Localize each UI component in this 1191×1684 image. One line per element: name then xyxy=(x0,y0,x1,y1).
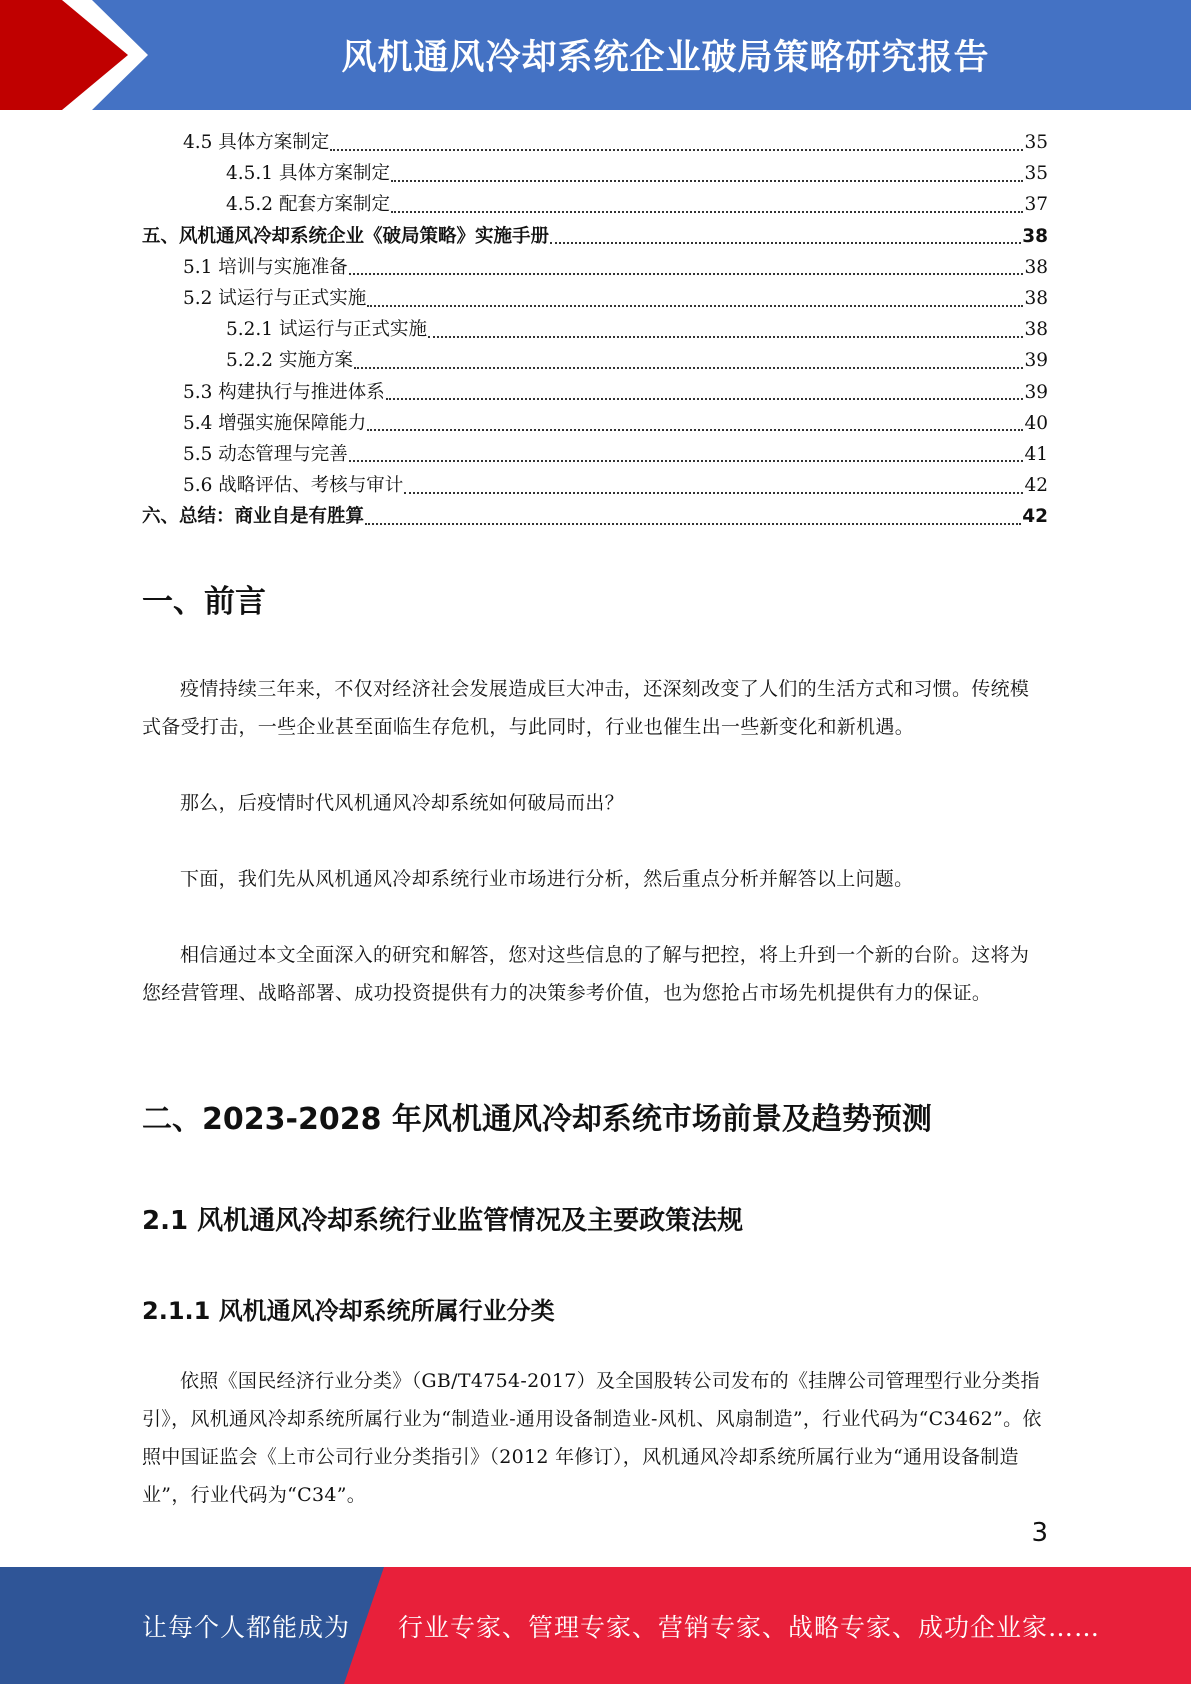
page-footer xyxy=(0,1567,1191,1684)
toc-leader-dots xyxy=(367,305,1023,307)
toc-leader-dots xyxy=(365,523,1021,525)
toc-entry-page: 38 xyxy=(1022,225,1048,247)
toc-entry-page: 38 xyxy=(1024,256,1048,278)
toc-entry[interactable] xyxy=(142,409,1048,440)
toc-entry-page: 38 xyxy=(1024,319,1048,341)
toc-entry[interactable] xyxy=(142,284,1048,315)
toc-entry-title: 4.5 具体方案制定 xyxy=(183,132,330,153)
toc-entry[interactable] xyxy=(142,128,1048,159)
toc-entry-page: 40 xyxy=(1024,412,1048,434)
section-heading: 一、前言 xyxy=(142,584,266,620)
toc-entry[interactable] xyxy=(142,190,1048,221)
toc-leader-dots xyxy=(367,429,1023,431)
toc-leader-dots xyxy=(349,460,1024,462)
toc-entry[interactable] xyxy=(142,378,1048,409)
toc-entry-title: 5.2 试运行与正式实施 xyxy=(183,287,367,309)
toc-entry[interactable] xyxy=(142,222,1048,253)
footer-slogan-left: 让每个人都能成为 xyxy=(142,1612,351,1642)
toc-entry[interactable] xyxy=(142,159,1048,190)
toc-leader-dots xyxy=(428,336,1023,338)
toc-leader-dots xyxy=(550,242,1021,244)
toc-entry[interactable] xyxy=(142,502,1048,533)
toc-leader-dots xyxy=(330,149,1023,151)
section-heading: 二、2023-2028 年风机通风冷却系统市场前景及趋势预测 xyxy=(142,1102,932,1137)
toc-leader-dots xyxy=(349,273,1024,275)
toc-entry[interactable] xyxy=(142,253,1048,284)
toc-entry-title: 5.3 构建执行与推进体系 xyxy=(183,381,385,403)
subsection-heading: 2.1 风机通风冷却系统行业监管情况及主要政策法规 xyxy=(142,1206,744,1236)
subsubsection-heading: 2.1.1 风机通风冷却系统所属行业分类 xyxy=(142,1297,555,1325)
toc-entry-title: 五、风机通风冷却系统企业《破局策略》实施手册 xyxy=(142,225,550,247)
toc-entry-page: 39 xyxy=(1024,381,1048,403)
toc-entry-page: 35 xyxy=(1024,163,1048,185)
body-paragraph: 那么，后疫情时代风机通风冷却系统如何破局而出？ xyxy=(180,792,624,814)
toc-entry[interactable] xyxy=(142,346,1048,377)
toc-entry-title: 5.2.2 实施方案 xyxy=(226,350,353,372)
toc-leader-dots xyxy=(386,398,1024,400)
toc-entry-page: 39 xyxy=(1024,350,1048,372)
header-title: 风机通风冷却系统企业破局策略研究报告 xyxy=(341,38,990,78)
toc-entry[interactable] xyxy=(142,315,1048,346)
toc-leader-dots xyxy=(391,211,1023,213)
toc-entry-title: 5.4 增强实施保障能力 xyxy=(183,412,367,434)
toc-entry-page: 42 xyxy=(1024,475,1048,497)
page-number: 3 xyxy=(1031,1518,1048,1548)
toc-entry-title: 5.1 培训与实施准备 xyxy=(183,256,348,278)
toc-entry[interactable] xyxy=(142,440,1048,471)
toc-leader-dots xyxy=(391,180,1023,182)
toc-entry-page: 42 xyxy=(1022,506,1048,528)
toc-entry-title: 5.5 动态管理与完善 xyxy=(183,443,348,465)
toc-entry-title: 5.2.1 试运行与正式实施 xyxy=(226,319,427,341)
toc-entry-page: 41 xyxy=(1024,443,1048,465)
toc-entry-title: 六、总结：商业自是有胜算 xyxy=(142,506,365,528)
toc-entry-title: 5.6 战略评估、考核与审计 xyxy=(183,475,404,497)
body-paragraph: 相信通过本文全面深入的研究和解答，您对这些信息的了解与把控，将上升到一个新的台阶。这将为您经营管理、战略部署、成功投资提供有力的决策参考价值，也为您抢占市场先机提供有力的保证。 xyxy=(142,944,1030,1004)
toc-entry-page: 37 xyxy=(1024,194,1048,216)
toc-entry-page: 35 xyxy=(1024,132,1048,153)
toc-entry-title: 4.5.1 具体方案制定 xyxy=(226,163,390,185)
body-paragraph: 依照《国民经济行业分类》（GB/T4754-2017）及全国股转公司发布的《挂牌公司管理型行业分类指引》，风机通风冷却系统所属行业为“制造业-通用设备制造业-风机、风扇制造”，行业代码为“C3462”。依照中国证监会《上市公司行业分类指引》（2012 年修订），风机通风冷却系统所属行业为“通用设备制造业”，行业代码为“C34”。 xyxy=(142,1370,1042,1506)
body-paragraph: 疫情持续三年来，不仅对经济社会发展造成巨大冲击，还深刻改变了人们的生活方式和习惯。传统模式备受打击，一些企业甚至面临生存危机，与此同时，行业也催生出一些新变化和新机遇。 xyxy=(142,678,1030,738)
table-of-contents xyxy=(142,128,1048,533)
toc-entry[interactable] xyxy=(142,471,1048,502)
toc-leader-dots xyxy=(354,367,1024,369)
toc-leader-dots xyxy=(404,492,1023,494)
page-header xyxy=(0,0,1191,110)
toc-entry-page: 38 xyxy=(1024,287,1048,309)
footer-slogan-right: 行业专家、管理专家、营销专家、战略专家、成功企业家…… xyxy=(398,1612,1101,1642)
toc-entry-title: 4.5.2 配套方案制定 xyxy=(226,194,390,216)
body-paragraph: 下面，我们先从风机通风冷却系统行业市场进行分析，然后重点分析并解答以上问题。 xyxy=(180,868,914,890)
